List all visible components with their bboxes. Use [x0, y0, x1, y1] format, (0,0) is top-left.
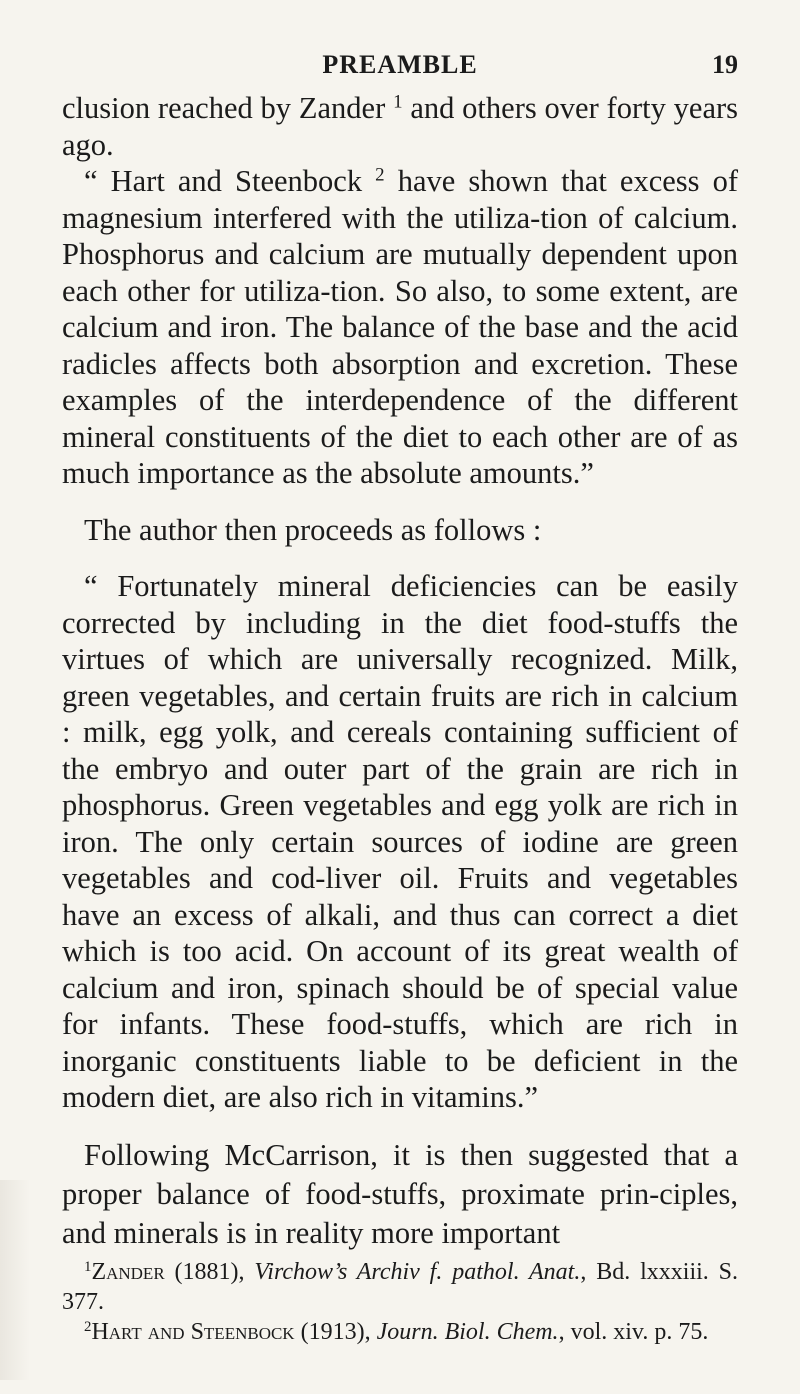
- paragraph-quote-hart-steenbock: [62, 163, 738, 492]
- footnote-number: 2: [84, 1318, 92, 1335]
- footnote-author: Hart and Steenbock: [91, 1318, 295, 1345]
- paragraph-continuation: [62, 90, 738, 163]
- footnote-number: 1: [84, 1258, 92, 1275]
- paragraph-text: clusion reached by Zander: [62, 91, 386, 125]
- footnote-ref: 2: [375, 164, 385, 186]
- paragraph-quote-fortunately: [62, 568, 738, 1116]
- paragraph-text: “ Hart and Steenbock: [84, 164, 363, 198]
- footnote-year: (1881),: [164, 1258, 255, 1285]
- page-number: 19: [712, 50, 738, 79]
- running-head: [62, 50, 738, 90]
- paragraph-following-mccarrison: [62, 1136, 738, 1253]
- footnote-2: [62, 1317, 738, 1347]
- paragraph-text: and others over forty years ago.: [62, 91, 739, 162]
- running-title: PREAMBLE: [322, 50, 478, 79]
- footnote-author: Zander: [91, 1258, 165, 1285]
- footnotes: [62, 1257, 738, 1347]
- paragraph-text: “ Fortunately mineral deficiencies can be easily corrected by including in the diet food-stuffs the virtues of which are universally recognized. Milk, green vegetables, and certain fruits are rich in calcium : milk, egg yolk, and cereals containing sufficient of the embryo and outer part of the grain are rich in phosphorus. Green vegetables and egg yolk are rich in iron. The only certain sources of iodine are green vegetables and cod-liver oil. Fruits and vegetables have an excess of alkali, and thus can correct a diet which is too acid. On account of its great wealth of calcium and iron, spinach should be of special value for infants. These food-stuffs, which are rich in inorganic constituents liable to be deficient in the modern diet, are also rich in vitamins.”: [62, 569, 738, 1114]
- footnote-rest: , Bd. lxxxiii. S. 377.: [62, 1258, 738, 1315]
- footnote-ref: 1: [393, 91, 403, 113]
- footnote-rest: , vol. xiv. p. 75.: [558, 1318, 709, 1345]
- page-edge-shading: [0, 1180, 30, 1380]
- paragraph-author-proceeds: [62, 512, 738, 549]
- footnote-year: (1913),: [294, 1318, 377, 1345]
- paragraph-text: The author then proceeds as follows :: [84, 512, 542, 547]
- book-page: [62, 50, 738, 1347]
- footnote-source: Virchow’s Archiv f. pathol. Anat.: [254, 1258, 581, 1285]
- paragraph-text: Following McCarrison, it is then suggested that a proper balance of food-stuffs, proximate prin-ciples, and minerals is in reality more important: [62, 1137, 738, 1250]
- paragraph-text: have shown that excess of magnesium interfered with the utiliza-tion of calcium. Phosphorus and calcium are mutually dependent upon each other for utiliza-tion. So also, to some extent, are calcium and iron. The balance of the base and the acid radicles affects both absorption and excretion. These examples of the interdependence of the different mineral constituents of the diet to each other are of as much importance as the absolute amounts.”: [62, 164, 739, 490]
- body-text: [62, 90, 738, 1253]
- footnote-1: [62, 1257, 738, 1317]
- footnote-source: Journ. Biol. Chem.: [376, 1318, 559, 1345]
